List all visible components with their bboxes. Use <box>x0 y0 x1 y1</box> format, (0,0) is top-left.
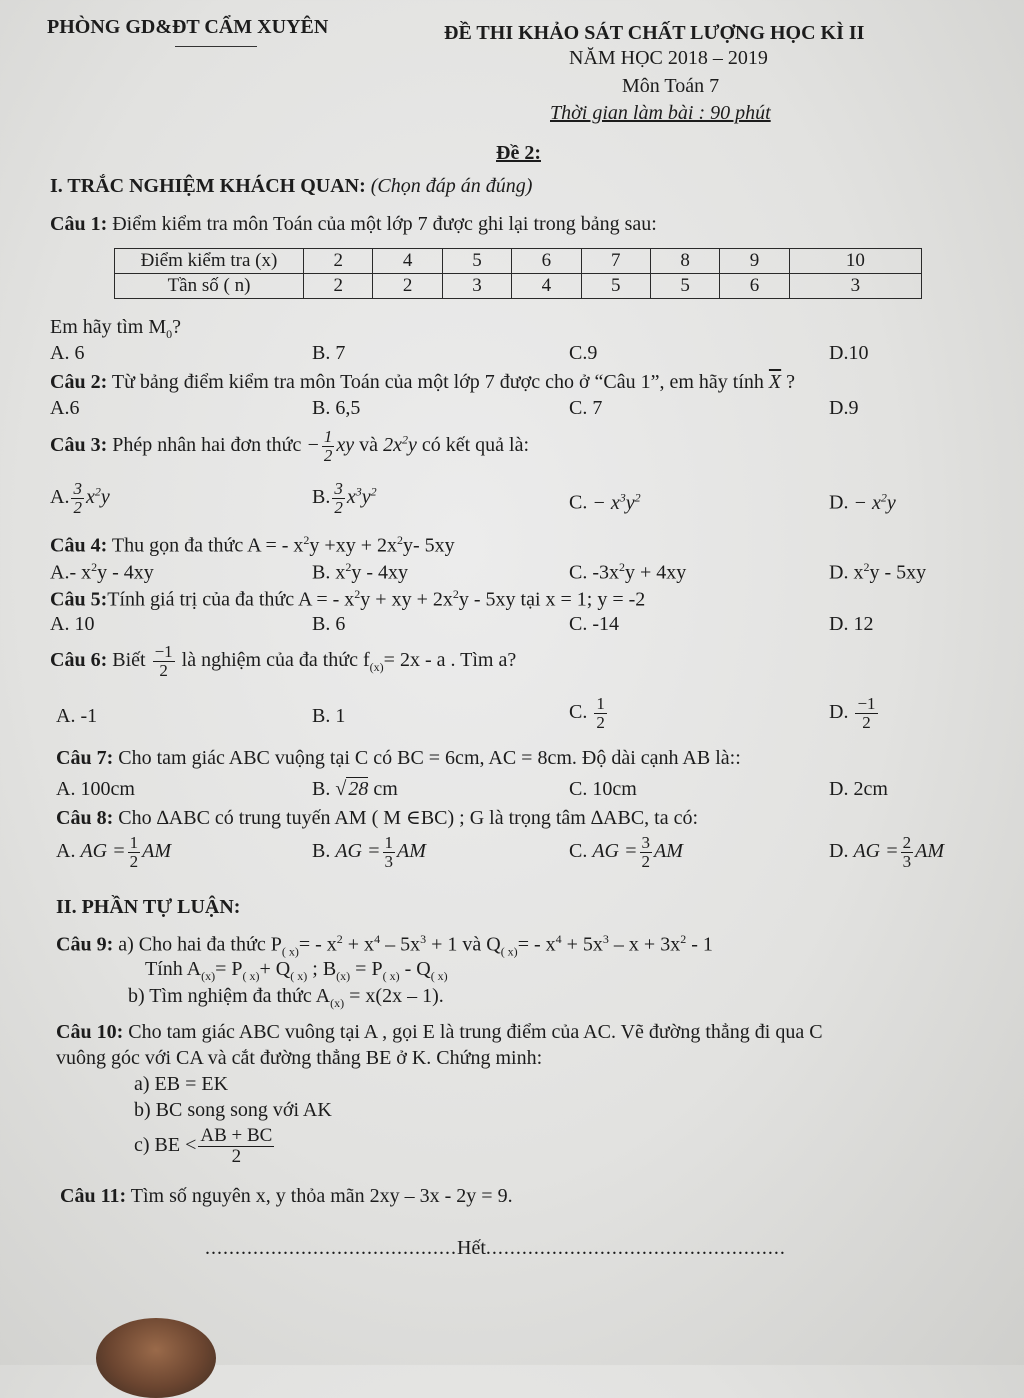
q3-option-d: D. − $x^2y$ <box>829 490 896 514</box>
q8-text <box>56 805 698 830</box>
q5-option-c: C. -14 <box>569 613 619 635</box>
q3-option-a: A. $\frac{3}{2}$ $x^2y$ <box>50 479 110 517</box>
office-name: PHÒNG GD&ĐT CẨM XUYÊN <box>47 16 329 38</box>
q2-option-a: A.6 <box>50 397 80 419</box>
q5-body: Tính giá trị của đa thức A = - x <box>107 588 355 611</box>
q11-label: Câu 11: <box>60 1185 127 1207</box>
q4-label: Câu 4: <box>50 534 108 557</box>
q6-option-d: D. $\frac{-1}{2}$ <box>829 694 876 732</box>
q4-body: Thu gọn đa thức A = - x <box>111 534 304 557</box>
q8-option-c: C. AG = $\frac{3}{2}$ AM <box>569 833 683 871</box>
q9-line-a-text: a) Cho hai đa thức <box>118 933 266 956</box>
q8-option-b: B. AG = $\frac{1}{3}$ AM <box>312 833 426 871</box>
table-cell: 4 <box>512 274 581 299</box>
q1-ask-text: Em hãy tìm M <box>50 316 167 338</box>
end-marker: ..........................................Hết.................................................. <box>205 1237 786 1259</box>
q7-option-b: B. √ 28 cm <box>312 778 398 800</box>
q2-option-c: C. 7 <box>569 397 603 419</box>
q10-text2: vuông góc với CA và cắt đường thẳng BE ở K. Chứng minh: <box>56 1047 543 1069</box>
q1-text <box>50 213 657 236</box>
q3-text-a: Phép nhân hai đơn thức <box>112 433 302 456</box>
q3-option-b: B. $\frac{3}{2}$ $x^3y^2$ <box>312 479 377 517</box>
q5-label: Câu 5: <box>50 588 108 611</box>
table-cell: 9 <box>720 249 789 274</box>
q2-text <box>50 371 795 394</box>
q5-option-b: B. 6 <box>312 613 346 635</box>
table-cell: 2 <box>304 249 373 274</box>
q3-text-b: và <box>359 433 379 456</box>
q1-label: Câu 1: <box>50 213 108 235</box>
table-cell: Điểm kiểm tra (x) <box>115 249 304 274</box>
q5-option-a: A. 10 <box>50 613 95 635</box>
q8-option-a: A. AG = $\frac{1}{2}$ AM <box>56 833 171 871</box>
q1-option-b: B. 7 <box>312 342 346 364</box>
q11-text <box>60 1185 513 1208</box>
q10-c-num: AB + BC <box>200 1125 273 1146</box>
q11-body: Tìm số nguyên x, y thỏa mãn 2xy – 3x - 2y = 9. <box>130 1185 513 1207</box>
q9-line-tinh: Tính $A_{(x)}= P_{( x)}+ Q_{( x)}$ ; $B_{(x)} = P_{( x)} - Q_{( x)}$ <box>145 958 448 983</box>
table-cell: 5 <box>581 274 650 299</box>
q5-option-d: D. 12 <box>829 613 874 635</box>
q10-label: Câu 10: <box>56 1021 124 1043</box>
q6-option-c: C. $\frac{1}{2}$ <box>569 694 605 732</box>
office-underline <box>175 46 257 47</box>
q8-label: Câu 8: <box>56 807 114 829</box>
q1-body: Điểm kiểm tra môn Toán của một lớp 7 được ghi lại trong bảng sau: <box>112 213 657 235</box>
q4-text: Câu 4: Thu gọn đa thức A = - $x^2y +xy + 2x^2y-$ 5xy <box>50 533 455 557</box>
table-cell: 8 <box>650 249 719 274</box>
q7-body: Cho tam giác ABC vuộng tại C có BC = 6cm, AC = 8cm. Độ dài cạnh AB là:: <box>118 747 741 769</box>
q7-label: Câu 7: <box>56 747 114 769</box>
part2-title: II. PHẦN TỰ LUẬN: <box>56 896 241 918</box>
table-row <box>115 274 922 299</box>
table-cell: 5 <box>650 274 719 299</box>
q6-option-b: B. 1 <box>312 705 346 727</box>
table-cell: 3 <box>442 274 511 299</box>
table-cell: 6 <box>720 274 789 299</box>
table-cell: 4 <box>373 249 442 274</box>
q7-option-a: A. 100cm <box>56 778 135 800</box>
q10-part-a: a) EB = EK <box>134 1073 229 1095</box>
q7-text <box>56 747 741 770</box>
q10-part-b: b) BC song song với AK <box>134 1099 332 1121</box>
q7-option-c: C. 10cm <box>569 778 637 800</box>
table-cell: 3 <box>789 274 921 299</box>
q1-ask-end: ? <box>172 316 181 338</box>
table-cell: 10 <box>789 249 921 274</box>
q6-option-a: A. -1 <box>56 705 98 727</box>
q6-text-c: = 2x - a . Tìm a? <box>383 648 517 671</box>
q10-c-text: c) BE < <box>134 1134 197 1157</box>
q1-option-c: C.9 <box>569 342 598 364</box>
table-cell: Tần số ( n) <box>115 274 304 299</box>
q2-body: Từ bảng điểm kiểm tra môn Toán của một lớp 7 được cho ở “Câu 1”, em hãy tính <box>111 371 764 393</box>
q8-body: Cho ∆ABC có trung tuyến AM ( M ∈BC) ; G là trọng tâm ∆ABC, ta có: <box>118 807 699 829</box>
q3-text: Câu 3: Phép nhân hai đơn thức − $\frac{1}{2}$ xy và $2x^2y$ có kết quả là: <box>50 427 530 465</box>
q9-line-b: b) Tìm nghiệm đa thức $A_{(x)} = x(2x - 1)$. <box>128 985 444 1010</box>
subject: Môn Toán 7 <box>622 75 720 97</box>
q3-label: Câu 3: <box>50 433 108 456</box>
q1-option-a: A. 6 <box>50 342 85 364</box>
table-cell: 2 <box>373 274 442 299</box>
q5-tail: tại x = 1; y = -2 <box>520 588 646 611</box>
q2-label: Câu 2: <box>50 371 108 393</box>
q2-end: ? <box>786 371 796 393</box>
q9-tinh: Tính <box>145 958 183 980</box>
q6-text-b: là nghiệm của đa thức f <box>181 648 370 671</box>
q9-label: Câu 9: <box>56 933 114 956</box>
score-table <box>114 248 922 299</box>
table-cell: 7 <box>581 249 650 274</box>
q10-text1 <box>56 1021 823 1044</box>
q7-option-d: D. 2cm <box>829 778 888 800</box>
q1-ask-sub: 0 <box>166 327 173 341</box>
q6-sub: (x) <box>369 659 384 674</box>
q1-option-d: D.10 <box>829 342 869 364</box>
part1-heading <box>50 175 532 198</box>
part1-title: I. TRẮC NGHIỆM KHÁCH QUAN: <box>50 175 366 197</box>
q6-text-a: Biết <box>112 648 146 671</box>
q2-option-b: B. 6,5 <box>312 397 361 419</box>
q2-xbar: $\overline{X}$ <box>768 371 782 393</box>
school-year: NĂM HỌC 2018 – 2019 <box>569 47 768 69</box>
q3-option-c: C. − $x^3y^2$ <box>569 490 641 514</box>
q4-option-c: C. $-3x^2y + 4xy$ <box>569 560 687 584</box>
q6-text: Câu 6: Biết $\frac{-1}{2}$ là nghiệm của đa thức $f_{(x)}= 2x - a$ . Tìm a? <box>50 642 517 680</box>
q2-option-d: D.9 <box>829 397 859 419</box>
q10-c-den: 2 <box>231 1145 242 1167</box>
end-text: Hết <box>457 1237 486 1259</box>
q4-option-a: A.- $x^2y - 4xy$ <box>50 560 154 584</box>
q9-and: và <box>462 933 482 956</box>
table-cell: 5 <box>442 249 511 274</box>
q4-option-b: B. $x^2y - 4xy$ <box>312 560 409 584</box>
q10-body1: Cho tam giác ABC vuông tại A , gọi E là trung điểm của AC. Vẽ đường thẳng đi qua C <box>128 1021 823 1043</box>
q10-part-c <box>134 1126 276 1167</box>
exam-title: ĐỀ THI KHẢO SÁT CHẤT LƯỢNG HỌC KÌ II <box>444 22 865 44</box>
q4-option-d: D. $x^2y - 5xy$ <box>829 560 927 584</box>
table-cell: 2 <box>304 274 373 299</box>
q3-text-c: có kết quả là: <box>421 433 530 456</box>
q6-label: Câu 6: <box>50 648 108 671</box>
q1-ask <box>50 316 181 342</box>
q8-option-d: D. AG = $\frac{2}{3}$ AM <box>829 833 944 871</box>
duration: Thời gian làm bài : 90 phút <box>550 102 771 124</box>
exam-version: Đề 2: <box>496 142 541 164</box>
table-cell: 6 <box>512 249 581 274</box>
part1-instruction: (Chọn đáp án đúng) <box>370 175 533 197</box>
thumb-shadow <box>96 1318 216 1398</box>
table-row <box>115 249 922 274</box>
q9-line-a: Câu 9: a) Cho hai đa thức $P_{( x)}= - x^2 + x^4 - 5x^3 + 1$ và $Q_{( x)}= - x^4 + 5x^3 - x + 3x^2 - 1$ <box>56 932 713 959</box>
q5-text: Câu 5:Tính giá trị của đa thức A = - $x^2y$ + xy + $2x^2y - 5xy$ tại x = 1; y = -2 <box>50 587 646 611</box>
q9-line-b-text: b) Tìm nghiệm đa thức <box>128 985 312 1007</box>
